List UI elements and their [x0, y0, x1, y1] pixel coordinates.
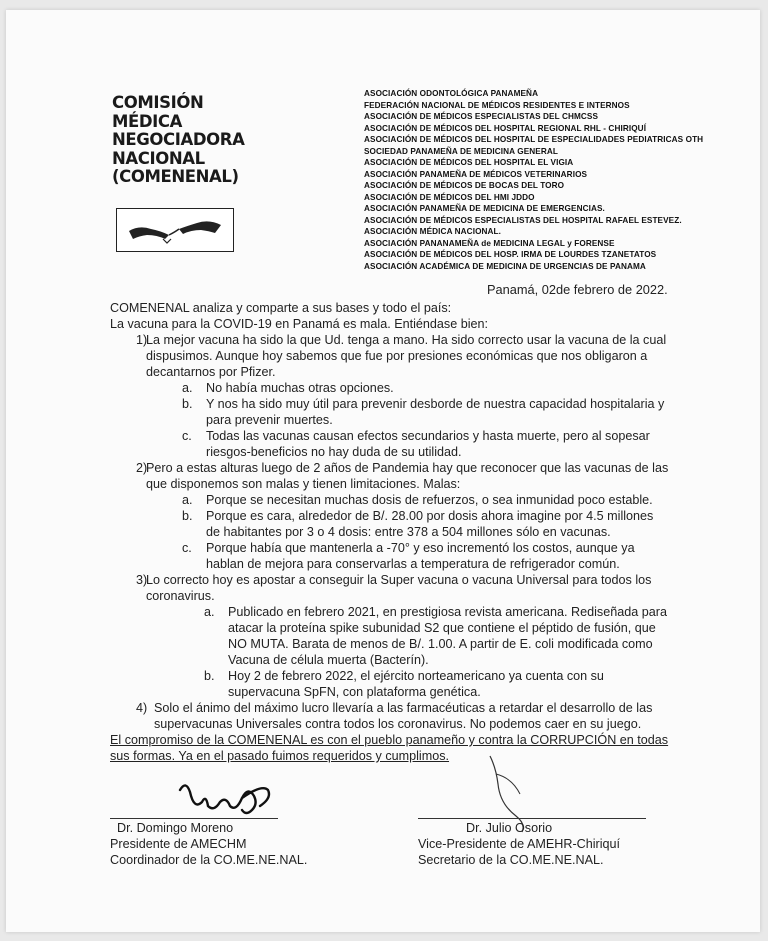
point-text: Lo correcto hoy es apostar a conseguir la Super vacuna o vacuna Universal para todos los coronavirus. — [146, 573, 652, 603]
point-2-c — [110, 540, 670, 572]
intro-line: COMENENAL analiza y comparte a sus bases y todo el país: — [110, 301, 452, 315]
point-1 — [110, 332, 670, 380]
sub-letter: b. — [204, 669, 215, 683]
point-number: 1) — [136, 333, 148, 347]
point-2-a — [110, 492, 670, 508]
sub-text: Todas las vacunas causan efectos secundarios y hasta muerte, pero al sopesar riesgos-beneficios no hay duda de su utilidad. — [206, 429, 650, 459]
association-item: ASOCIACIÓN PANAMEÑA DE MÉDICOS VETERINARIOS — [364, 169, 588, 179]
point-2 — [110, 460, 670, 492]
point-1-a — [110, 380, 670, 396]
sub-text: Y nos ha sido muy útil para prevenir desborde de nuestra capacidad hospitalaria y para prevenir muertes. — [206, 397, 665, 427]
association-item: ASOCIACIÓN DE MÉDICOS DEL HOSPITAL REGIONAL RHL - CHIRIQUÍ — [364, 123, 647, 133]
document-page — [6, 10, 760, 932]
association-item: ASOCIACIÓN PANAMEÑA DE MEDICINA DE EMERGENCIAS. — [364, 204, 605, 213]
association-item: ASOCIACIÓN MÉDICA NACIONAL. — [364, 227, 502, 236]
point-3 — [110, 572, 670, 604]
sub-text: Publicado en febrero 2021, en prestigiosa revista americana. Rediseñada para atacar la proteína spike subunidad S2 que contiene el péptido de fusión, que NO MUTA. Barata de menos de B/. 1.00. A partir de E. coli modificada como Vacuna de célula muerta (Bacterín). — [228, 605, 667, 667]
hands-logo-icon — [117, 209, 233, 251]
point-2-b — [110, 508, 670, 540]
letter-body — [110, 300, 670, 764]
point-4 — [110, 700, 670, 732]
point-number: 3) — [136, 573, 148, 587]
commission-logo — [116, 208, 234, 252]
commission-title — [112, 94, 262, 187]
association-item: ASOCIACIÓN DE MÉDICOS DEL HOSPITAL DE ESPECIALIDADES PEDIATRICAS OTH — [364, 135, 704, 144]
association-item: ASOCIACIÓN DE MÉDICOS DEL HMI JDDO — [364, 192, 535, 202]
commission-title-line: COMISIÓN — [112, 93, 204, 112]
association-item: ASOCIACIÓN DE MÉDICOS ESPECIALISTAS DEL HOSPITAL RAFAEL ESTEVEZ. — [364, 215, 682, 225]
association-item: SOCIEDAD PANAMEÑA DE MEDICINA GENERAL — [364, 146, 558, 156]
point-3-b — [110, 668, 670, 700]
point-1-b — [110, 396, 670, 428]
signature-line-right — [418, 818, 646, 819]
commission-title-line: NEGOCIADORA — [112, 130, 245, 149]
sub-letter: c. — [182, 429, 192, 443]
point-text: Pero a estas alturas luego de 2 años de Pandemia hay que reconocer que las vacunas de las que disponemos son malas y tienen limitaciones. Malas: — [146, 461, 669, 491]
signer-title: Vice-Presidente de AMEHR-Chiriquí — [418, 837, 621, 851]
association-item: ASOCIACIÓN DE MÉDICOS DEL HOSPITAL EL VIGIA — [364, 158, 574, 167]
signature-block-right — [418, 820, 620, 868]
sub-letter: b. — [182, 397, 193, 411]
sub-letter: b. — [182, 509, 193, 523]
sub-text: Hoy 2 de febrero 2022, el ejército norteamericano ya cuenta con su supervacuna SpFN, con plataforma genética. — [228, 669, 604, 699]
sub-letter: a. — [182, 493, 193, 507]
commission-title-line: MÉDICA — [112, 111, 183, 131]
association-item: FEDERACIÓN NACIONAL DE MÉDICOS RESIDENTES E INTERNOS — [364, 100, 630, 110]
signer-role: Coordinador de la CO.ME.NE.NAL. — [110, 853, 308, 867]
association-item: ASOCIACIÓN PANANAMEÑA de MEDICINA LEGAL y FORENSE — [364, 238, 615, 248]
signer-name: Dr. Julio Osorio — [466, 821, 553, 835]
sub-letter: a. — [204, 605, 215, 619]
intro-line: La vacuna para la COVID-19 en Panamá es mala. Entiéndase bien: — [110, 317, 489, 331]
association-item: ASOCIACIÓN ODONTOLÓGICA PANAMEÑA — [364, 89, 539, 98]
sub-letter: c. — [182, 541, 192, 555]
point-text: La mejor vacuna ha sido la que Ud. tenga a mano. Ha sido correcto usar la vacuna de la cual dispusimos. Aunque hoy sabemos que fue por presiones económicas que nos obligaron a decantarnos por Pfizer. — [146, 333, 667, 379]
sub-text: Porque había que mantenerla a -70° y eso incrementó los costos, aunque ya hablan de mejora para conservarlas a temperatura de refrigerador común. — [206, 541, 635, 571]
signer-name: Dr. Domingo Moreno — [117, 821, 234, 835]
signer-role: Secretario de la CO.ME.NE.NAL. — [418, 853, 604, 867]
letter-date: Panamá, 02de febrero de 2022. — [487, 282, 668, 297]
association-list — [364, 88, 724, 272]
signer-title: Presidente de AMECHM — [110, 837, 247, 851]
point-1-c — [110, 428, 670, 460]
association-item: ASOCIACIÓN DE MÉDICOS ESPECIALISTAS DEL CHMCSS — [364, 112, 599, 121]
commission-title-line: (COMENENAL) — [112, 167, 239, 186]
sub-text: Porque es cara, alrededor de B/. 28.00 por dosis ahora imagine por 4.5 millones de habitantes por 3 o 4 dosis: entre 378 a 504 millones sólo en vacunas. — [206, 509, 654, 539]
signature-line-left — [110, 818, 278, 819]
signature-block-left — [110, 820, 307, 868]
association-item: ASOCIACIÓN DE MÉDICOS DEL HOSP. IRMA DE LOURDES TZANETATOS — [364, 250, 657, 259]
association-item: ASOCIACIÓN DE MÉDICOS DE BOCAS DEL TORO — [364, 181, 565, 190]
sub-text: No había muchas otras opciones. — [206, 381, 394, 395]
commitment-statement: El compromiso de la COMENENAL es con el pueblo panameño y contra la CORRUPCIÓN en todas sus formas. Ya en el pasado fuimos requeridos y cumplimos. — [110, 733, 669, 763]
point-3-a — [110, 604, 670, 668]
sub-text: Porque se necesitan muchas dosis de refuerzos, o sea inmunidad poco estable. — [206, 493, 653, 507]
point-number: 2) — [136, 461, 148, 475]
point-text: Solo el ánimo del máximo lucro llevaría a las farmacéuticas a retardar el desarrollo de las supervacunas Universales contra todos los coronavirus. No podemos caer en su juego. — [154, 701, 653, 731]
association-item: ASOCIACIÓN ACADÉMICA DE MEDICINA DE URGENCIAS DE PANAMA — [364, 261, 646, 271]
sub-letter: a. — [182, 381, 193, 395]
point-number: 4) — [136, 701, 148, 715]
commission-title-line: NACIONAL — [112, 148, 205, 168]
